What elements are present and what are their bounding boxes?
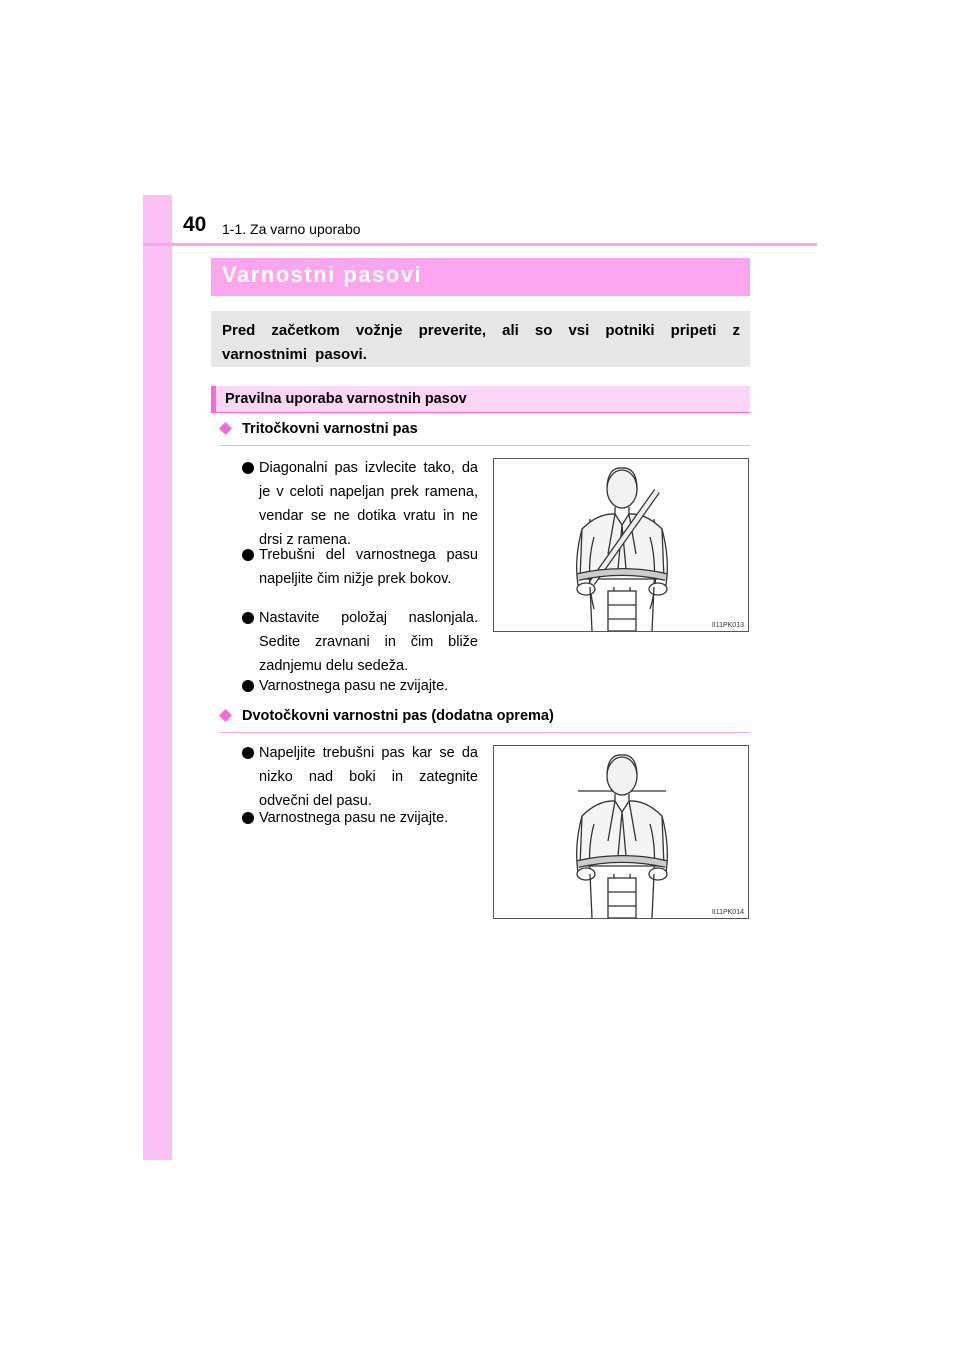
title-bar	[211, 258, 750, 296]
list-item-text: Diagonalni pas izvlecite tako, da je v celoti napeljan prek ramena, vendar se ne dotika vratu in ne drsi z ramena.	[259, 460, 478, 548]
bullet-icon	[242, 680, 254, 692]
chapter-header: 1-1. Za varno uporabo	[222, 221, 361, 237]
side-tab-band	[143, 195, 172, 1160]
bullet-icon	[242, 549, 254, 561]
list-item-text: Varnostnega pasu ne zvijajte.	[259, 678, 449, 694]
header-rule	[143, 243, 817, 246]
intro-box	[211, 311, 750, 367]
bullet-icon	[242, 812, 254, 824]
subheading-two-point-text: Dvotočkovni varnostni pas (dodatna oprema)	[242, 708, 554, 724]
page-number: 40	[183, 213, 207, 236]
seated-person-two-point-belt-illustration	[494, 746, 748, 918]
diamond-icon	[219, 709, 232, 722]
intro-text: Pred začetkom vožnje preverite, ali so vsi potniki pripeti z varnostnimi pasovi.	[222, 322, 740, 363]
list-item	[242, 543, 478, 591]
list-item	[242, 674, 478, 698]
diamond-icon	[219, 422, 232, 435]
subheading-three-point-text: Tritočkovni varnostni pas	[242, 421, 418, 437]
figure-two-point-belt	[493, 745, 749, 919]
list-item-text: Varnostnega pasu ne zvijajte.	[259, 810, 449, 826]
list-item-text: Nastavite položaj naslonjala. Sedite zravnani in čim bliže zadnjemu delu sedeža.	[259, 610, 478, 674]
section-heading: Pravilna uporaba varnostnih pasov	[225, 391, 467, 407]
figure-code: II11PK013	[711, 622, 744, 629]
bullet-icon	[242, 462, 254, 474]
bullet-icon	[242, 747, 254, 759]
subheading-three-point	[219, 421, 750, 446]
section-heading-bar	[211, 386, 750, 413]
list-item	[242, 806, 478, 830]
subheading-two-point	[219, 708, 750, 733]
list-item-text: Napeljite trebušni pas kar se da nizko nad boki in zategnite odvečni del pasu.	[259, 745, 478, 809]
page-title: Varnostni pasovi	[222, 262, 423, 287]
list-item	[242, 741, 478, 813]
list-item-text: Trebušni del varnostnega pasu napeljite čim nižje prek bokov.	[259, 547, 478, 587]
seated-person-three-point-belt-illustration	[494, 459, 748, 631]
figure-code: II11PK014	[711, 909, 744, 916]
list-item	[242, 606, 478, 678]
bullet-icon	[242, 612, 254, 624]
figure-three-point-belt	[493, 458, 749, 632]
list-item	[242, 456, 478, 552]
